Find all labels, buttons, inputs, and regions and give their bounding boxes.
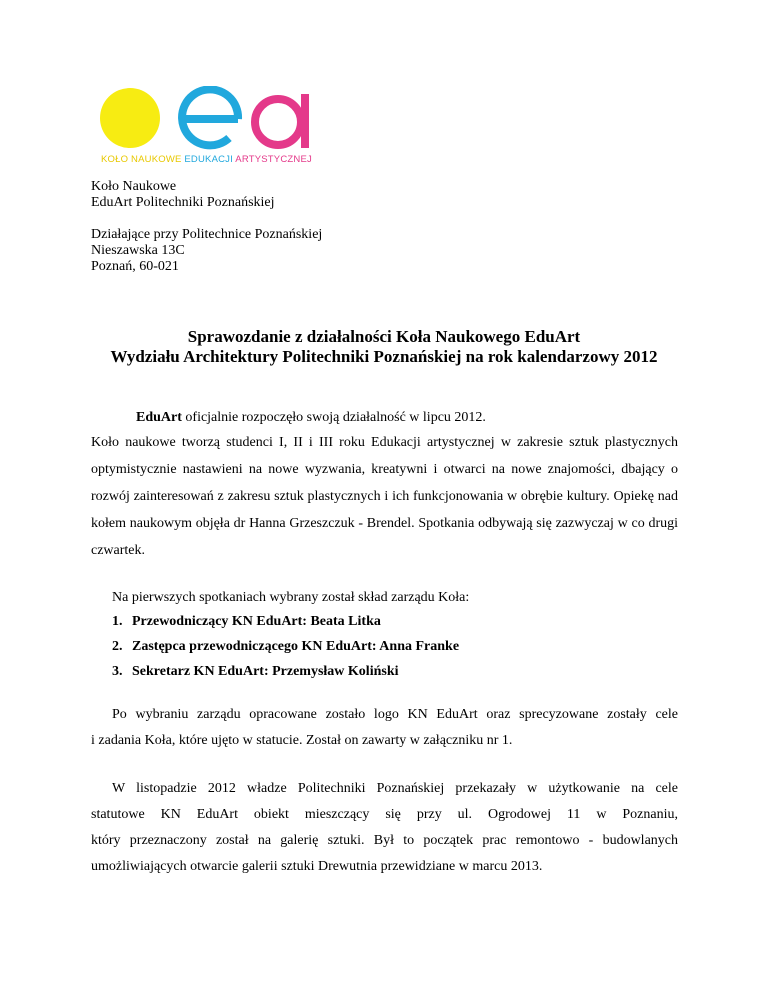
logo-letter-a — [255, 94, 305, 148]
report-title-line-2: Wydziału Architektury Politechniki Poznańskiej na rok kalendarzowy 2012 — [110, 347, 658, 366]
gallery-paragraph-line-3: który przeznaczony został na galerię sztuki. Był to początek prac remontowo - budowlanych — [91, 833, 678, 848]
logo-paragraph — [91, 702, 678, 754]
board-section — [91, 588, 678, 683]
gallery-paragraph-line-1: W listopadzie 2012 władze Politechniki Poznańskiej przekazały w użytkowanie na cele — [112, 781, 678, 796]
gallery-paragraph-line-4: umożliwiających otwarcie galerii sztuki Drewutnia przewidziane w marcu 2013. — [91, 859, 543, 874]
logo-tagline-part2: EDUKACJI — [184, 154, 233, 165]
gallery-paragraph-line-2: statutowe KN EduArt obiekt mieszczący się przy ul. Ogrodowej 11 w Poznaniu, — [91, 807, 678, 822]
report-title-line-1: Sprawozdanie z działalności Koła Naukowego EduArt — [187, 327, 581, 346]
intro-paragraph — [91, 406, 678, 564]
intro-lead — [91, 406, 678, 429]
intro-body: Koło naukowe tworzą studenci I, II i III roku Edukacji artystycznej w zakresie sztuk plastycznych optymistycznie nastawieni na nowe wyzwania, kreatywni i otwarci na nowe znajomości, dbający o rozwój zainteresowań z zakresu sztuk plastycznych i ich funkcjonowania w obrębie kultury. Opiekę nad kołem naukowym objęła dr Hanna Grzeszczuk - Brendel. Spotkania odbywają się zazwyczaj w co drugi czwartek. — [91, 435, 678, 558]
board-member-text: Przewodniczący KN EduArt: Beata Litka — [132, 614, 381, 629]
address-block — [91, 179, 322, 275]
logo-yellow-circle — [100, 88, 160, 148]
logo-tagline-part1: KOŁO NAUKOWE — [101, 154, 182, 165]
logo-tagline — [101, 154, 312, 166]
logo-paragraph-line-1: Po wybraniu zarządu opracowane zostało logo KN EduArt oraz sprecyzowane zostały cele — [112, 707, 678, 722]
board-member — [91, 610, 678, 633]
address-line-4: Nieszawska 13C — [91, 243, 185, 258]
logo-tagline-part3: ARTYSTYCZNEJ — [235, 154, 312, 165]
logo-paragraph-line-2: i zadania Koła, które ujęto w statucie. Został on zawarty w załączniku nr 1. — [91, 733, 513, 748]
board-member — [91, 635, 678, 658]
board-member-text: Sekretarz KN EduArt: Przemysław Koliński — [132, 664, 399, 679]
board-list — [91, 610, 678, 683]
eduart-logo-mark — [100, 86, 320, 154]
intro-lead-bold: EduArt — [136, 410, 182, 425]
address-line-3: Działające przy Politechnice Poznańskiej — [91, 227, 323, 242]
address-line-2: EduArt Politechniki Poznańskiej — [91, 195, 275, 210]
intro-lead-rest: oficjalnie rozpoczęło swoją działalność w lipcu 2012. — [181, 410, 486, 425]
board-intro: Na pierwszych spotkaniach wybrany został skład zarządu Koła: — [112, 590, 470, 605]
board-member-text: Zastępca przewodniczącego KN EduArt: Anna Franke — [132, 639, 460, 654]
board-member-number: 2. — [112, 639, 123, 654]
gallery-paragraph — [91, 776, 678, 880]
address-line-1: Koło Naukowe — [91, 179, 177, 194]
report-title — [40, 327, 728, 367]
board-member-number: 1. — [112, 614, 123, 629]
address-line-5: Poznań, 60-021 — [91, 259, 179, 274]
board-member-number: 3. — [112, 664, 123, 679]
logo-letter-e — [182, 89, 238, 145]
board-member — [91, 660, 678, 683]
